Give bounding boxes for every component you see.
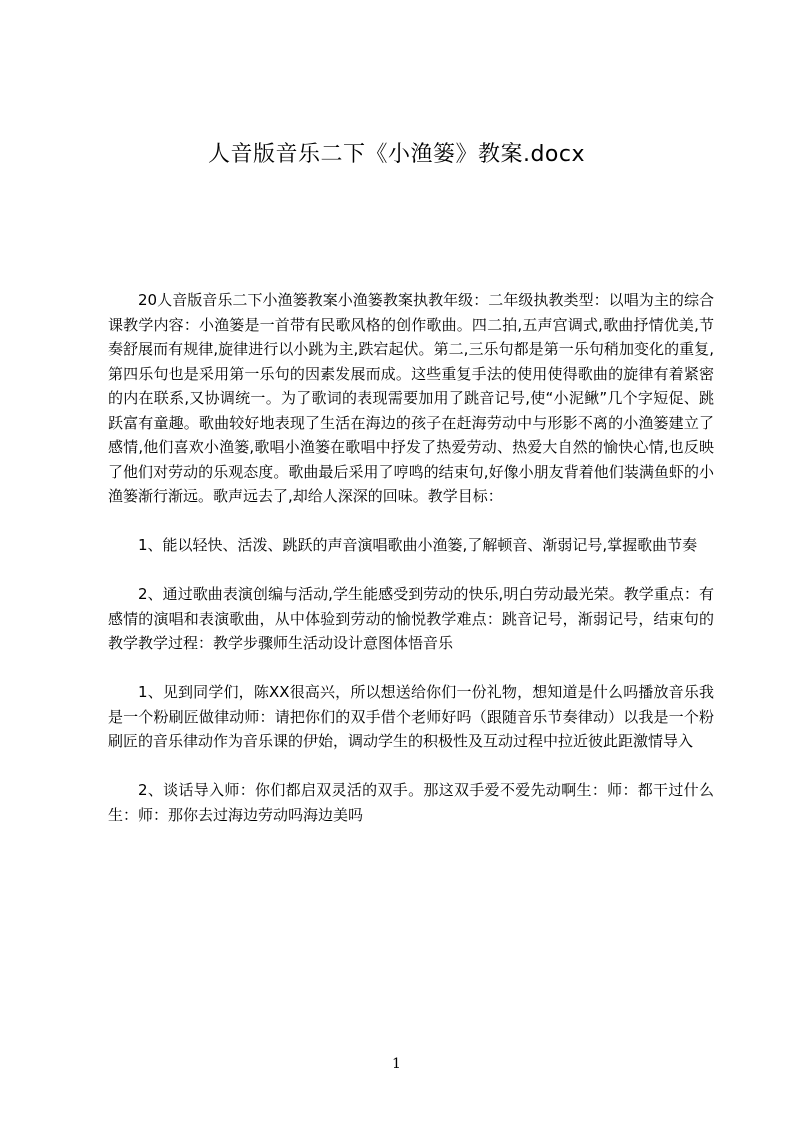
paragraph-objective-2: 2、通过歌曲表演创编与活动,学生能感受到劳动的快乐,明白劳动最光荣。教学重点：有感情的演唱和表演歌曲，从中体验到劳动的愉悦教学难点：跳音记号，渐弱记号，结束句的教学教学过程：教学步骤师生活动设计意图体悟音乐 [108, 585, 714, 652]
document-body [108, 288, 714, 827]
paragraph-step-1: 1、见到同学们，陈XX很高兴，所以想送给你们一份礼物，想知道是什么吗播放音乐我是一个粉刷匠做律动师：请把你们的双手借个老师好吗（跟随音乐节奏律动）以我是一个粉刷匠的音乐律动作为音乐课的伊始，调动学生的积极性及互动过程中拉近彼此距激情导入 [108, 683, 714, 750]
paragraph-objective-1: 1、能以轻快、活泼、跳跃的声音演唱歌曲小渔篓,了解顿音、渐弱记号,掌握歌曲节奏 [138, 536, 698, 554]
paragraph-step-2: 2、谈话导入师：你们都启双灵活的双手。那这双手爱不爱先动啊生：师：都干过什么生：师：那你去过海边劳动吗海边美吗 [108, 781, 714, 824]
document-title: 人音版音乐二下《小渔篓》教案.docx [207, 142, 586, 167]
page-number: 1 [392, 1056, 401, 1072]
paragraph-intro: 20人音版音乐二下小渔篓教案小渔篓教案执教年级：二年级执教类型：以唱为主的综合课教学内容：小渔篓是一首带有民歌风格的创作歌曲。四二拍,五声宫调式,歌曲抒情优美,节奏舒展而有规律,旋律进行以小跳为主,跌宕起伏。第二,三乐句都是第一乐句稍加变化的重复,第四乐句也是采用第一乐句的因素发展而成。这些重复手法的使用使得歌曲的旋律有着紧密的内在联系,又协调统一。为了歌词的表现需要加用了跳音记号,使“小泥鳅”几个字短促、跳跃富有童趣。歌曲较好地表现了生活在海边的孩子在赶海劳动中与形影不离的小渔篓建立了感情,他们喜欢小渔篓,歌唱小渔篓在歌唱中抒发了热爱劳动、热爱大自然的愉快心情,也反映了他们对劳动的乐观态度。歌曲最后采用了哼鸣的结束句,好像小朋友背着他们装满鱼虾的小渔篓渐行渐远。歌声远去了,却给人深深的回味。教学目标： [108, 291, 714, 505]
